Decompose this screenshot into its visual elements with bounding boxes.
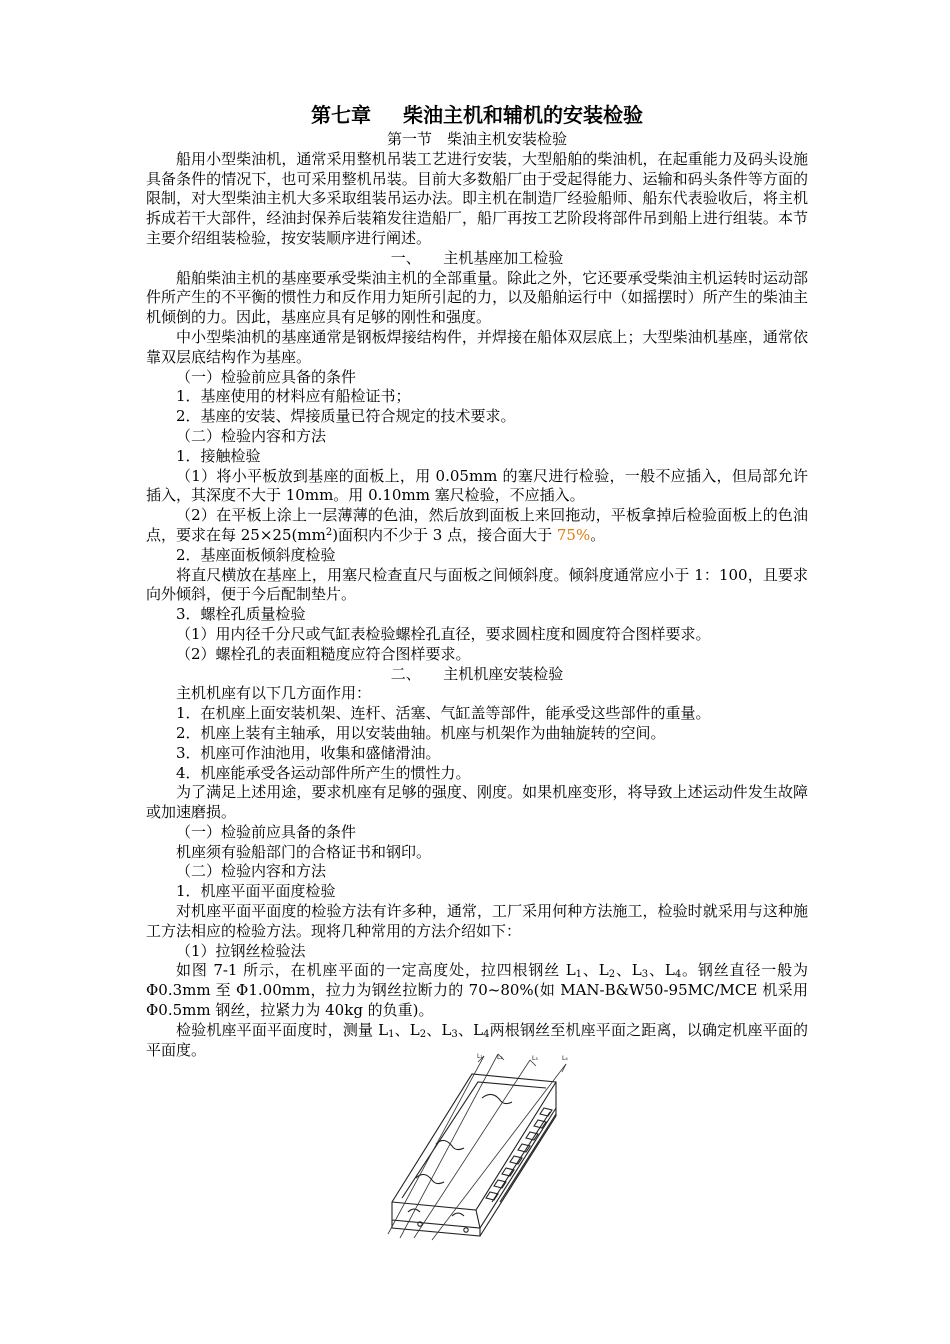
tilt-check-paragraph: 将直尺横放在基座上，用塞尺检查直尺与面板之间倾斜度。倾斜度通常应小于 1：100，且要求向外倾斜，便于今后配制垫片。 (146, 565, 808, 604)
part2-heading: 二、 主机机座安装检验 (390, 664, 564, 683)
contact-percentage: 75% (556, 525, 591, 544)
chapter-title (146, 100, 808, 130)
bedplate-function-3: 3．机座可作油池用，收集和盛储滑油。 (176, 743, 441, 762)
section-heading: 第一节 柴油主机安装检验 (386, 130, 567, 148)
method-heading: （二）检验内容和方法 (176, 426, 327, 445)
bolt-hole-step-2: （2）螺栓孔的表面粗糙度应符合图样要求。 (176, 644, 471, 663)
chapter-name: 柴油主机和辅机的安装检验 (403, 103, 643, 127)
bedplate-function-4: 4．机座能承受各运动部件所产生的惯性力。 (176, 763, 471, 782)
flatness-check-paragraph: 对机座平面平面度的检验方法有许多种，通常，工厂采用何种方法施工，检验时就采用与这种施工方法相应的检验方法。现将几种常用的方法介绍如下： (146, 902, 808, 940)
bedplate-method-heading: （二）检验内容和方法 (176, 862, 327, 881)
section-intro-paragraph: 船用小型柴油机，通常采用整机吊装工艺进行安装，大型船舶的柴油机，在起重能力及码头设施具备条件的情况下，也可采用整机吊装。目前大多数船厂由于受起得能力、运输和码头条件等方面的限制，对大型柴油主机大多采取组装吊运办法。即主机在制造厂经验船师、船东代表验收后，将主机拆成若干大部件，经油封保养后装箱发往造船厂，船厂再按工艺阶段将部件吊到船上进行组装。本节主要介绍组装检验，按安装顺序进行阐述。 (146, 149, 808, 247)
bedplate-function-intro: 主机机座有以下几方面作用： (176, 684, 372, 703)
wire-method-paragraph: 如图 7-1 所示，在机座平面的一定高度处，拉四根钢丝 $L_1$、$L_2$、$L_3$、$L_4$。钢丝直径一般为 Φ0.3mm 至 Φ1.00mm，拉力为钢丝拉断力的 70~80%(如 MAN-B&W50-95MC/MCE 机采用 Φ0.5mm 钢丝，拉紧力为 40kg 的负重)。 (146, 961, 808, 1020)
wire-method-heading: （1）拉钢丝检验法 (176, 941, 306, 960)
bedplate-purpose-paragraph: 为了满足上述用途，要求机座有足够的强度、刚度。如果机座变形，将导致上述运动件发生故障或加速磨损。 (146, 783, 808, 822)
base-structure-paragraph: 中小型柴油机的基座通常是钢板焊接结构件，并焊接在船体双层底上；大型柴油机基座，通常依靠双层底结构作为基座。 (146, 327, 808, 366)
svg-text:L₂: L₂ (497, 1054, 503, 1061)
bolt-hole-heading: 3．螺栓孔质量检验 (176, 605, 306, 624)
bedplate-function-1: 1．在机座上面安装机架、连杆、活塞、气缸盖等部件，能承受这些部件的重量。 (176, 704, 711, 723)
contact-check-step-2: （2）在平板上涂上一层薄薄的色油，然后放到面板上来回拖动，平板拿掉后检验面板上的色油点，要求在每 $25\times 25(mm^2)$面积内不少于 3 点，接合面大于 75%。 (146, 506, 808, 544)
flatness-check-heading: 1．机座平面平面度检验 (176, 882, 336, 901)
contact-check-heading: 1．接触检验 (176, 446, 261, 465)
base-load-paragraph: 船舶柴油主机的基座要承受柴油主机的全部重量。除此之外，它还要承受柴油主机运转时运动部件所产生的不平衡的惯性力和反作用力矩所引起的力，以及船舶运行中（如摇摆时）所产生的柴油主机倾倒的力。因此，基座应具有足够的刚性和强度。 (146, 268, 808, 327)
measurement-paragraph: 检验机座平面平面度时，测量 $L_1$、$L_2$、$L_3$、$L_4$两根钢丝至机座平面之距离，以确定机座平面的平面度。 (146, 1020, 808, 1059)
svg-text:L₁: L₁ (477, 1053, 483, 1060)
bedplate-wire-figure (380, 1052, 580, 1242)
precondition-heading: （一）检验前应具备的条件 (176, 367, 357, 386)
chapter-number: 第七章 (311, 103, 371, 127)
precondition-item-2: 2．基座的安装、焊接质量已符合规定的技术要求。 (176, 407, 516, 426)
tilt-check-heading: 2．基座面板倾斜度检验 (176, 545, 336, 564)
part1-heading: 一、 主机基座加工检验 (390, 248, 564, 267)
contact-check-step-1: （1）将小平板放到基座的面板上，用 0.05mm 的塞尺进行检验，一般不应插入，但局部允许插入，其深度不大于 10mm。用 0.10mm 塞尺检验，不应插入。 (146, 466, 808, 505)
svg-text:L₃: L₃ (532, 1055, 538, 1062)
bolt-hole-step-1: （1）用内径千分尺或气缸表检验螺栓孔直径，要求圆柱度和圆度符合图样要求。 (176, 624, 711, 643)
bedplate-precondition-text: 机座须有验船部门的合格证书和钢印。 (176, 842, 432, 861)
document-body (146, 100, 808, 1060)
bedplate-precondition-heading: （一）检验前应具备的条件 (176, 822, 357, 841)
precondition-item-1: 1．基座使用的材料应有船检证书； (176, 387, 411, 406)
svg-text:L₄: L₄ (562, 1055, 568, 1062)
bedplate-function-2: 2．机座上装有主轴承，用以安装曲轴。机座与机架作为曲轴旋转的空间。 (176, 723, 666, 742)
